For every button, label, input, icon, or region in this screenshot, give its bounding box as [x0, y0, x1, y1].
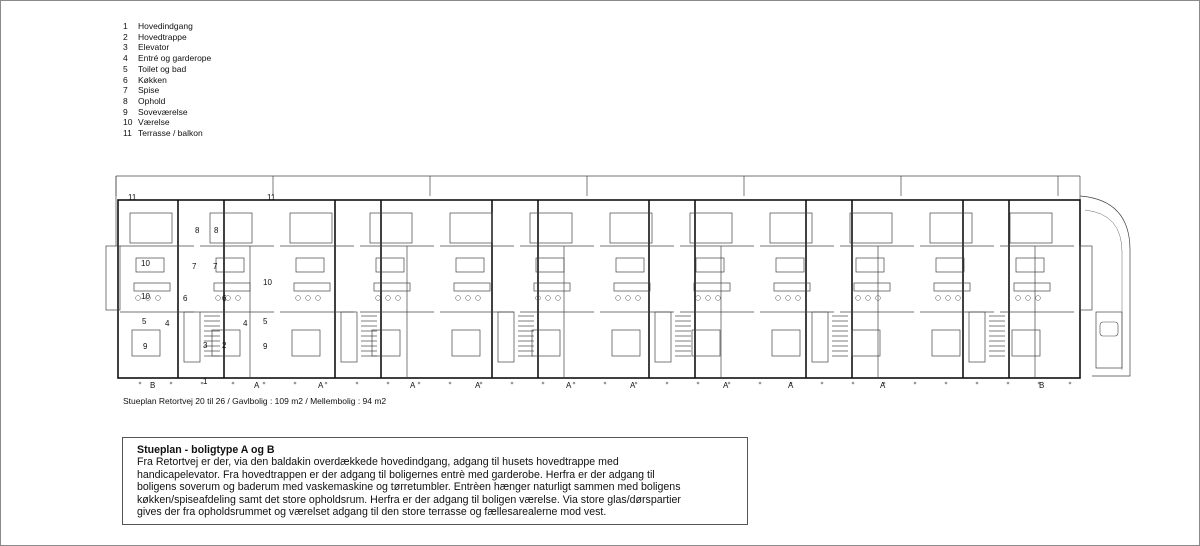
kitchen-counter: [1014, 283, 1050, 291]
room-number-label: 10: [141, 292, 150, 301]
sofa-outline: [530, 213, 572, 243]
gable-bay: [1080, 246, 1092, 310]
elevator-shaft: [184, 312, 200, 362]
legend-item: 9 Soveværelse: [123, 106, 188, 117]
dining-table: [536, 258, 564, 272]
elevator-shaft: [969, 312, 985, 362]
bed-outline: [1012, 330, 1040, 356]
kitchen-counter: [694, 283, 730, 291]
stove-burner: [626, 296, 631, 301]
room-number-label: 7: [213, 262, 218, 271]
ground-marker: [604, 382, 607, 385]
sofa-outline: [130, 213, 172, 243]
room-number-label: 10: [263, 278, 272, 287]
ground-marker: [945, 382, 948, 385]
dining-table: [296, 258, 324, 272]
ground-marker: [511, 382, 514, 385]
legend-item: 2 Hovedtrappe: [123, 31, 187, 42]
stove-burner: [856, 296, 861, 301]
room-number-label: 9: [263, 342, 268, 351]
stove-burner: [1036, 296, 1041, 301]
bed-outline: [372, 330, 400, 356]
stove-burner: [396, 296, 401, 301]
elevator-shaft: [498, 312, 514, 362]
unit-type-label: A: [630, 381, 636, 390]
stove-burner: [786, 296, 791, 301]
bed-outline: [852, 330, 880, 356]
ground-marker: [139, 382, 142, 385]
dining-table: [856, 258, 884, 272]
kitchen-counter: [134, 283, 170, 291]
ground-marker: [976, 382, 979, 385]
stove-burner: [616, 296, 621, 301]
ground-marker: [387, 382, 390, 385]
bed-outline: [772, 330, 800, 356]
description-line: Fra Retortvej er der, via den baldakin overdækkede hovedindgang, adgang til husets hovedtrappe med: [137, 456, 619, 469]
elevator-shaft: [655, 312, 671, 362]
legend-item: 7 Spise: [123, 85, 160, 96]
room-number-label: 7: [192, 262, 197, 271]
unit-type-label: A: [723, 381, 729, 390]
ground-marker: [263, 382, 266, 385]
stove-burner: [316, 296, 321, 301]
canopy-outline: [1080, 196, 1130, 376]
elevator-shaft: [341, 312, 357, 362]
room-number-label: 8: [214, 226, 219, 235]
stove-burner: [696, 296, 701, 301]
bed-outline: [692, 330, 720, 356]
stove-burner: [376, 296, 381, 301]
description-line: boligens soverum og baderum med vaskemaskine og tørretumbler. Entrèen hænger naturligt sammen med boligens: [137, 481, 681, 494]
kitchen-counter: [374, 283, 410, 291]
room-number-label: 9: [143, 342, 148, 351]
stove-burner: [386, 296, 391, 301]
unit-type-label: A: [410, 381, 416, 390]
car-outline: [1100, 322, 1118, 336]
dining-table: [616, 258, 644, 272]
legend-item: 4 Entré og garderope: [123, 53, 212, 64]
ground-marker: [666, 382, 669, 385]
stove-burner: [236, 296, 241, 301]
unit-type-label: A: [880, 381, 886, 390]
stove-burner: [296, 296, 301, 301]
stove-burner: [796, 296, 801, 301]
description-box: [122, 437, 748, 525]
car-outline: [1096, 312, 1122, 368]
sofa-outline: [1010, 213, 1052, 243]
dining-table: [1016, 258, 1044, 272]
dining-table: [216, 258, 244, 272]
description-line: handicapelevator. Fra hovedtrappen er der adgang til boligernes entrè med garderobe. Herfra er der adgang til: [137, 468, 655, 481]
bed-outline: [292, 330, 320, 356]
sofa-outline: [850, 213, 892, 243]
dining-table: [936, 258, 964, 272]
stove-burner: [136, 296, 141, 301]
kitchen-counter: [934, 283, 970, 291]
ground-marker: [418, 382, 421, 385]
legend-item: 8 Ophold: [123, 95, 166, 106]
stove-burner: [546, 296, 551, 301]
unit-type-label: A: [318, 381, 324, 390]
room-number-label: 6: [222, 294, 227, 303]
bed-outline: [932, 330, 960, 356]
unit-type-label: A: [788, 381, 794, 390]
unit-type-label: B: [1039, 381, 1045, 390]
stove-burner: [636, 296, 641, 301]
room-number-label: 5: [142, 317, 147, 326]
room-number-label: 2: [222, 341, 227, 350]
kitchen-counter: [774, 283, 810, 291]
dining-table: [776, 258, 804, 272]
unit-type-label: B: [150, 381, 156, 390]
room-number-label: 8: [195, 226, 200, 235]
ground-marker: [170, 382, 173, 385]
plan-caption: Stueplan Retortvej 20 til 26 / Gavlbolig : 109 m2 / Mellembolig : 94 m2: [123, 396, 387, 406]
stove-burner: [706, 296, 711, 301]
stove-burner: [946, 296, 951, 301]
sofa-outline: [690, 213, 732, 243]
room-number-label: 5: [263, 317, 268, 326]
ground-marker: [573, 382, 576, 385]
description-line: gives der fra opholdsrummet og værelset adgang til den store terrasse og fællesarealerne mod vest.: [137, 506, 607, 519]
dining-table: [696, 258, 724, 272]
sofa-outline: [450, 213, 492, 243]
ground-marker: [356, 382, 359, 385]
legend-item: 3 Elevator: [123, 42, 170, 53]
room-number-label: 10: [141, 259, 150, 268]
ground-marker: [294, 382, 297, 385]
ground-marker: [449, 382, 452, 385]
description-title: Stueplan - boligtype A og B: [137, 444, 275, 456]
kitchen-counter: [614, 283, 650, 291]
kitchen-counter: [854, 283, 890, 291]
legend-item: 11 Terrasse / balkon: [123, 128, 203, 139]
stove-burner: [936, 296, 941, 301]
stove-burner: [156, 296, 161, 301]
room-number-label: 11: [267, 193, 276, 202]
stove-burner: [466, 296, 471, 301]
ground-marker: [821, 382, 824, 385]
building-outline: [118, 200, 1080, 378]
stove-burner: [776, 296, 781, 301]
bed-outline: [532, 330, 560, 356]
ground-marker: [697, 382, 700, 385]
canopy-outline: [1085, 210, 1122, 370]
ground-marker: [1069, 382, 1072, 385]
stove-burner: [556, 296, 561, 301]
sofa-outline: [290, 213, 332, 243]
legend-item: 10 Værelse: [123, 117, 170, 128]
description-line: køkken/spiseafdeling samt det store opholdsrum. Herfra er der adgang til boligen værelse. Via store glas/dørspartier: [137, 493, 681, 506]
sofa-outline: [610, 213, 652, 243]
bed-outline: [452, 330, 480, 356]
room-number-label: 3: [203, 341, 208, 350]
ground-marker: [232, 382, 235, 385]
legend-item: 5 Toilet og bad: [123, 63, 187, 74]
room-number-label: 11: [128, 193, 137, 202]
unit-type-label: A: [566, 381, 572, 390]
stove-burner: [216, 296, 221, 301]
dining-table: [456, 258, 484, 272]
room-number-label: 1: [203, 377, 208, 386]
legend-item: 1 Hovedindgang: [123, 21, 193, 31]
ground-marker: [914, 382, 917, 385]
ground-marker: [852, 382, 855, 385]
room-number-label: 6: [183, 294, 188, 303]
kitchen-counter: [294, 283, 330, 291]
sofa-outline: [930, 213, 972, 243]
kitchen-counter: [214, 283, 250, 291]
ground-marker: [1007, 382, 1010, 385]
elevator-shaft: [812, 312, 828, 362]
unit-type-label: A: [254, 381, 260, 390]
kitchen-counter: [534, 283, 570, 291]
stove-burner: [306, 296, 311, 301]
stove-burner: [1016, 296, 1021, 301]
unit-type-label: A: [475, 381, 481, 390]
sofa-outline: [370, 213, 412, 243]
stove-burner: [456, 296, 461, 301]
stove-burner: [866, 296, 871, 301]
stove-burner: [716, 296, 721, 301]
ground-marker: [325, 382, 328, 385]
stove-burner: [1026, 296, 1031, 301]
room-number-label: 4: [165, 319, 170, 328]
legend-item: 6 Køkken: [123, 74, 167, 85]
bed-outline: [612, 330, 640, 356]
ground-marker: [759, 382, 762, 385]
ground-marker: [542, 382, 545, 385]
kitchen-counter: [454, 283, 490, 291]
room-number-label: 4: [243, 319, 248, 328]
stove-burner: [956, 296, 961, 301]
stove-burner: [476, 296, 481, 301]
